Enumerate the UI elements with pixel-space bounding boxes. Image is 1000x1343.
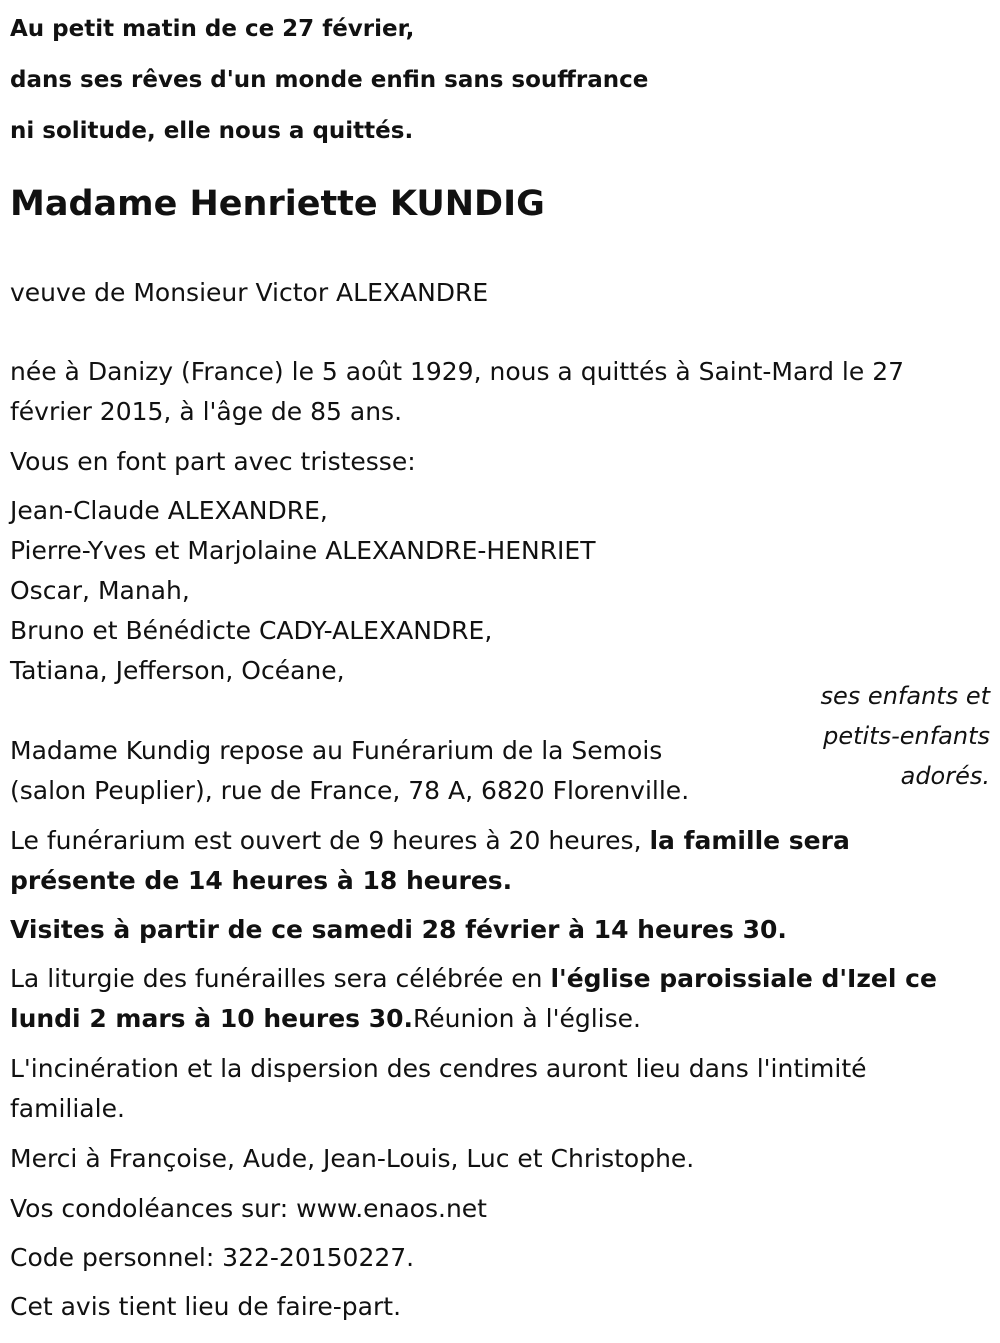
family-member-line: Jean-Claude ALEXANDRE, <box>10 496 328 525</box>
family-caption-line: adorés. <box>900 762 990 790</box>
cremation-line-2: familiale. <box>10 1094 125 1123</box>
family-member-line: Bruno et Bénédicte CADY-ALEXANDRE, <box>10 616 493 645</box>
hours-family-text: la famille sera <box>649 826 850 855</box>
personal-code-line: Code personnel: 322-20150227. <box>10 1243 415 1272</box>
intro-line: dans ses rêves d'un monde enfin sans souffrance <box>10 67 649 93</box>
visits-line: Visites à partir de ce samedi 28 février à 14 heures 30. <box>10 915 787 944</box>
rest-line-1: Madame Kundig repose au Funérarium de la Semois <box>10 736 663 765</box>
liturgy-reunion-text: Réunion à l'église. <box>413 1004 641 1033</box>
intro-verse <box>10 4 648 157</box>
deceased-name: Madame Henriette KUNDIG <box>10 184 545 224</box>
birth-line-1: née à Danizy (France) le 5 août 1929, nous a quittés à Saint-Mard le 27 <box>10 357 905 386</box>
family-caption <box>821 676 990 796</box>
family-member-line: Oscar, Manah, <box>10 576 190 605</box>
family-caption-line: ses enfants et <box>820 682 990 710</box>
hours-text: Le funérarium est ouvert de 9 heures à 20 heures, <box>10 826 650 855</box>
liturgy-date-text: lundi 2 mars à 10 heures 30. <box>10 1004 414 1033</box>
condolences-line: Vos condoléances sur: www.enaos.net <box>10 1194 487 1223</box>
intro-line: Au petit matin de ce 27 février, <box>10 16 415 42</box>
rest-line-2: (salon Peuplier), rue de France, 78 A, 6820 Florenville. <box>10 776 690 805</box>
birth-line-2: février 2015, à l'âge de 85 ans. <box>10 397 403 426</box>
hours-line-2: présente de 14 heures à 18 heures. <box>10 866 513 895</box>
intro-line: ni solitude, elle nous a quittés. <box>10 118 414 144</box>
hours-line-1 <box>10 821 850 861</box>
widow-of-line: veuve de Monsieur Victor ALEXANDRE <box>10 278 489 307</box>
notice-line: Cet avis tient lieu de faire-part. <box>10 1292 402 1321</box>
cremation-line-1: L'incinération et la dispersion des cendres auront lieu dans l'intimité <box>10 1054 867 1083</box>
family-member-line: Tatiana, Jefferson, Océane, <box>10 656 345 685</box>
family-member-line: Pierre-Yves et Marjolaine ALEXANDRE-HENRIET <box>10 536 596 565</box>
thanks-line: Merci à Françoise, Aude, Jean-Louis, Luc et Christophe. <box>10 1144 695 1173</box>
family-caption-line: petits-enfants <box>823 722 990 750</box>
liturgy-text: La liturgie des funérailles sera célébrée en <box>10 964 551 993</box>
announcement-line: Vous en font part avec tristesse: <box>10 447 416 476</box>
liturgy-line-1 <box>10 959 937 999</box>
liturgy-line-2 <box>10 999 641 1039</box>
liturgy-church-text: l'église paroissiale d'Izel ce <box>550 964 937 993</box>
